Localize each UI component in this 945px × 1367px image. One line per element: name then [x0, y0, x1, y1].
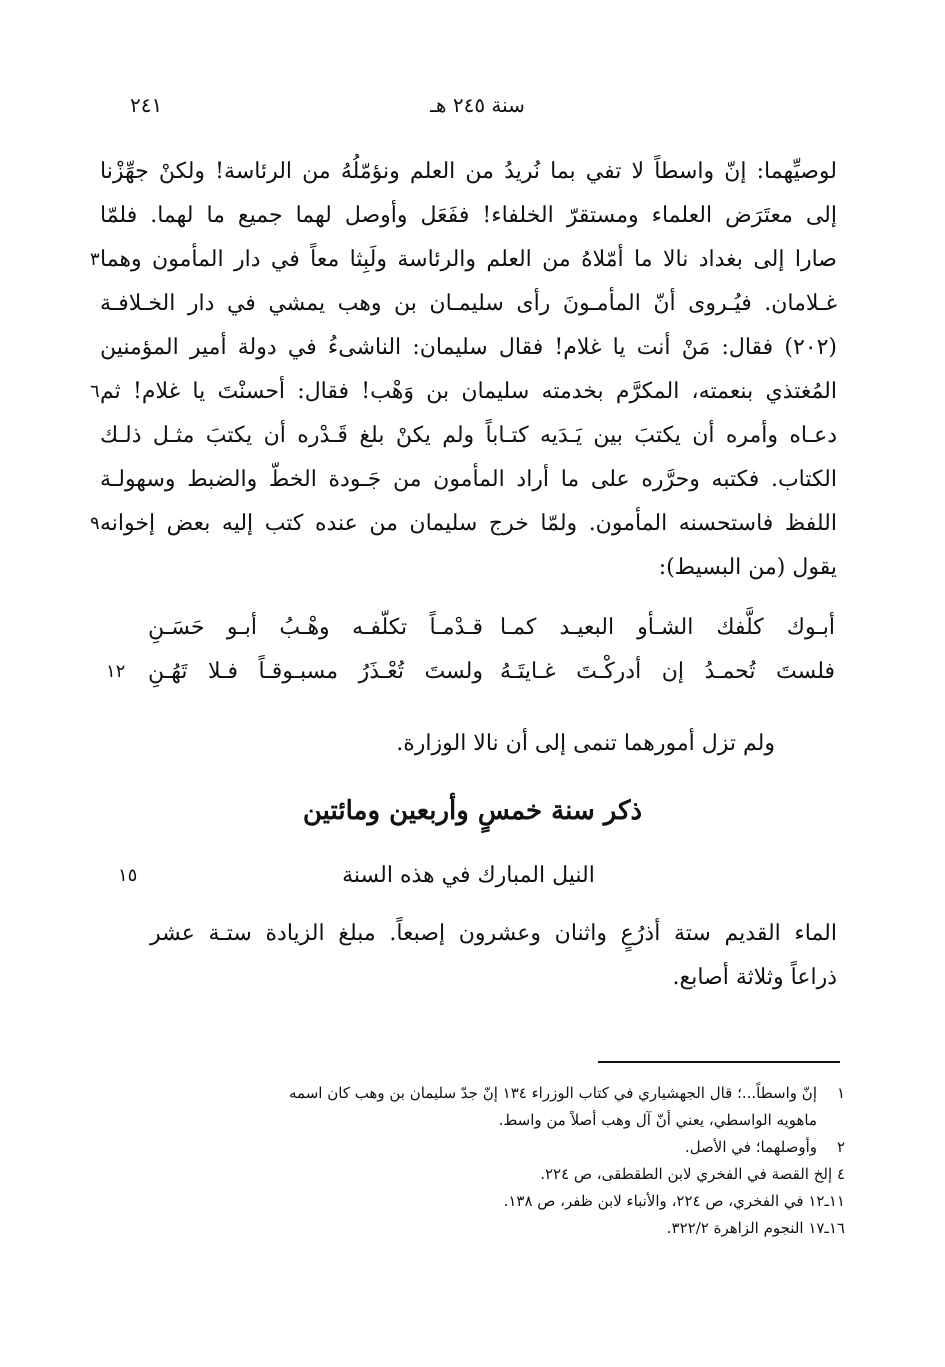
text-line: الماء القديم ستة أذرُعٍ واثنان وعشرون إصبعاً. مبلغ الزيادة ستـة عشر — [150, 921, 837, 946]
text-line-content: المُغتذي بنعمته، المكرَّم بخدمته سليمان بن وَهْب! فقال: أحسنْتَ يا غلام! ثم — [100, 379, 837, 404]
verse-left-hemistich: ولستَ تُعْـذَرُ مسبـوقـاً فـلا تَهُـنِ — [148, 659, 483, 684]
subheading — [100, 856, 837, 896]
footnote-number: ١ — [836, 1084, 845, 1102]
footnote-text: ١٦ـ١٧ النجوم الزاهرة ٣٢٢/٢. — [666, 1219, 845, 1237]
footnote-number: ٢ — [836, 1138, 845, 1156]
verse-right-hemistich: أبـوك كلَّفك الشـأو البعيـد كمـا — [500, 615, 835, 640]
section-heading: ذكر سنة خمسٍ وأربعين ومائتين — [302, 796, 643, 826]
text-line: يقول (من البسيط): — [658, 555, 837, 580]
running-title: سنة ٢٤٥ هـ — [430, 93, 525, 117]
text-line-content: صارا إلى بغداد نالا ما أمّلاهُ من العلم والرئاسة ولَبِثا معاً في دار المأمون وهما — [100, 247, 837, 272]
footnote — [148, 1107, 845, 1134]
text-line — [90, 370, 837, 414]
footnote-text: ١١ـ١٢ في الفخري، ص ٢٢٤، والأنباء لابن ظفر، ص ١٣٨. — [503, 1192, 845, 1210]
line-number: ٦ — [90, 381, 100, 402]
text-line-content: اللفظ فاستحسنه المأمون. ولمّا خرج سليمان من عنده كتب إليه بعض إخوانه — [100, 511, 837, 536]
text-line: إلى معتَرَض العلماء ومستقرّ الخلفاء! ففَعَل وأوصل لهما جميع ما لهما. فلمّا — [100, 203, 837, 228]
text-line: الكتاب. فكتبه وحرَّره على ما أراد المأمون من جَـودة الخطّ والضبط وسهولـة — [100, 467, 837, 492]
text-line — [90, 238, 837, 282]
after-poem-text: ولم تزل أمورهما تنمى إلى أن نالا الوزارة. — [396, 731, 775, 756]
nile-paragraph — [150, 912, 837, 1000]
footnote-text: ٤ إلخ القصة في الفخري لابن الطقطقى، ص ٢٢٤. — [540, 1165, 845, 1183]
line-number: ١٢ — [106, 661, 126, 682]
verse-right-hemistich: فلستَ تُحمـدُ إن أدركْـتَ غـايتَـهُ — [500, 659, 835, 684]
line-number: ٩ — [90, 513, 100, 534]
line-number: ٣ — [90, 249, 100, 270]
text-line — [90, 502, 837, 546]
footnote — [148, 1134, 845, 1161]
footnote-text: وأوصلهما؛ في الأصل. — [684, 1138, 817, 1156]
page-header — [120, 93, 835, 127]
footnotes — [148, 1080, 845, 1242]
poem-verse — [138, 606, 835, 650]
text-line: دعـاه وأمره أن يكتبَ بين يَـدَيه كتـاباً ولم يكنْ بلغ قَـدْره أن يكتبَ مثـل ذلـك — [100, 423, 837, 448]
poem — [106, 606, 835, 694]
footnote-text: إنّ واسطاً...؛ قال الجهشياري في كتاب الوزراء ١٣٤ إنّ جدّ سليمان بن وهب كان اسمه — [288, 1084, 817, 1102]
footnote — [148, 1080, 845, 1107]
verse-left-hemistich: قـدْمـاً تكلّفـه وهْـبُ أبـو حَسَـنِ — [148, 615, 483, 640]
subheading-text: النيل المبارك في هذه السنة — [342, 863, 595, 888]
line-number: ١٥ — [118, 865, 138, 886]
text-line: (٢٠٢) فقال: مَنْ أنت يا غلام! فقال سليمان: الناشىءُ في دولة أمير المؤمنين — [100, 335, 837, 360]
text-line: ذراعاً وثلاثة أصابع. — [672, 965, 837, 990]
footnote — [148, 1188, 845, 1215]
footnote-text: ماهويه الواسطي، يعني أنّ آل وهب أصلاً من واسط. — [498, 1111, 817, 1129]
text-line: لوصيِّهما: إنّ واسطاً لا تفي بما نُريدُ من العلم ونؤمّلُهُ من الرئاسة! ولكنْ جهِّزْنا — [100, 159, 837, 184]
text-line: غـلامان. فيُـروى أنّ المأمـونَ رأى سليمـان بن وهب يمشي في دار الخـلافـة — [100, 291, 837, 316]
page-number: ٢٤١ — [130, 93, 163, 117]
main-text — [90, 150, 837, 590]
footnote — [148, 1215, 845, 1242]
footnote — [148, 1161, 845, 1188]
footnote-divider — [598, 1061, 840, 1063]
poem-verse — [106, 650, 835, 694]
